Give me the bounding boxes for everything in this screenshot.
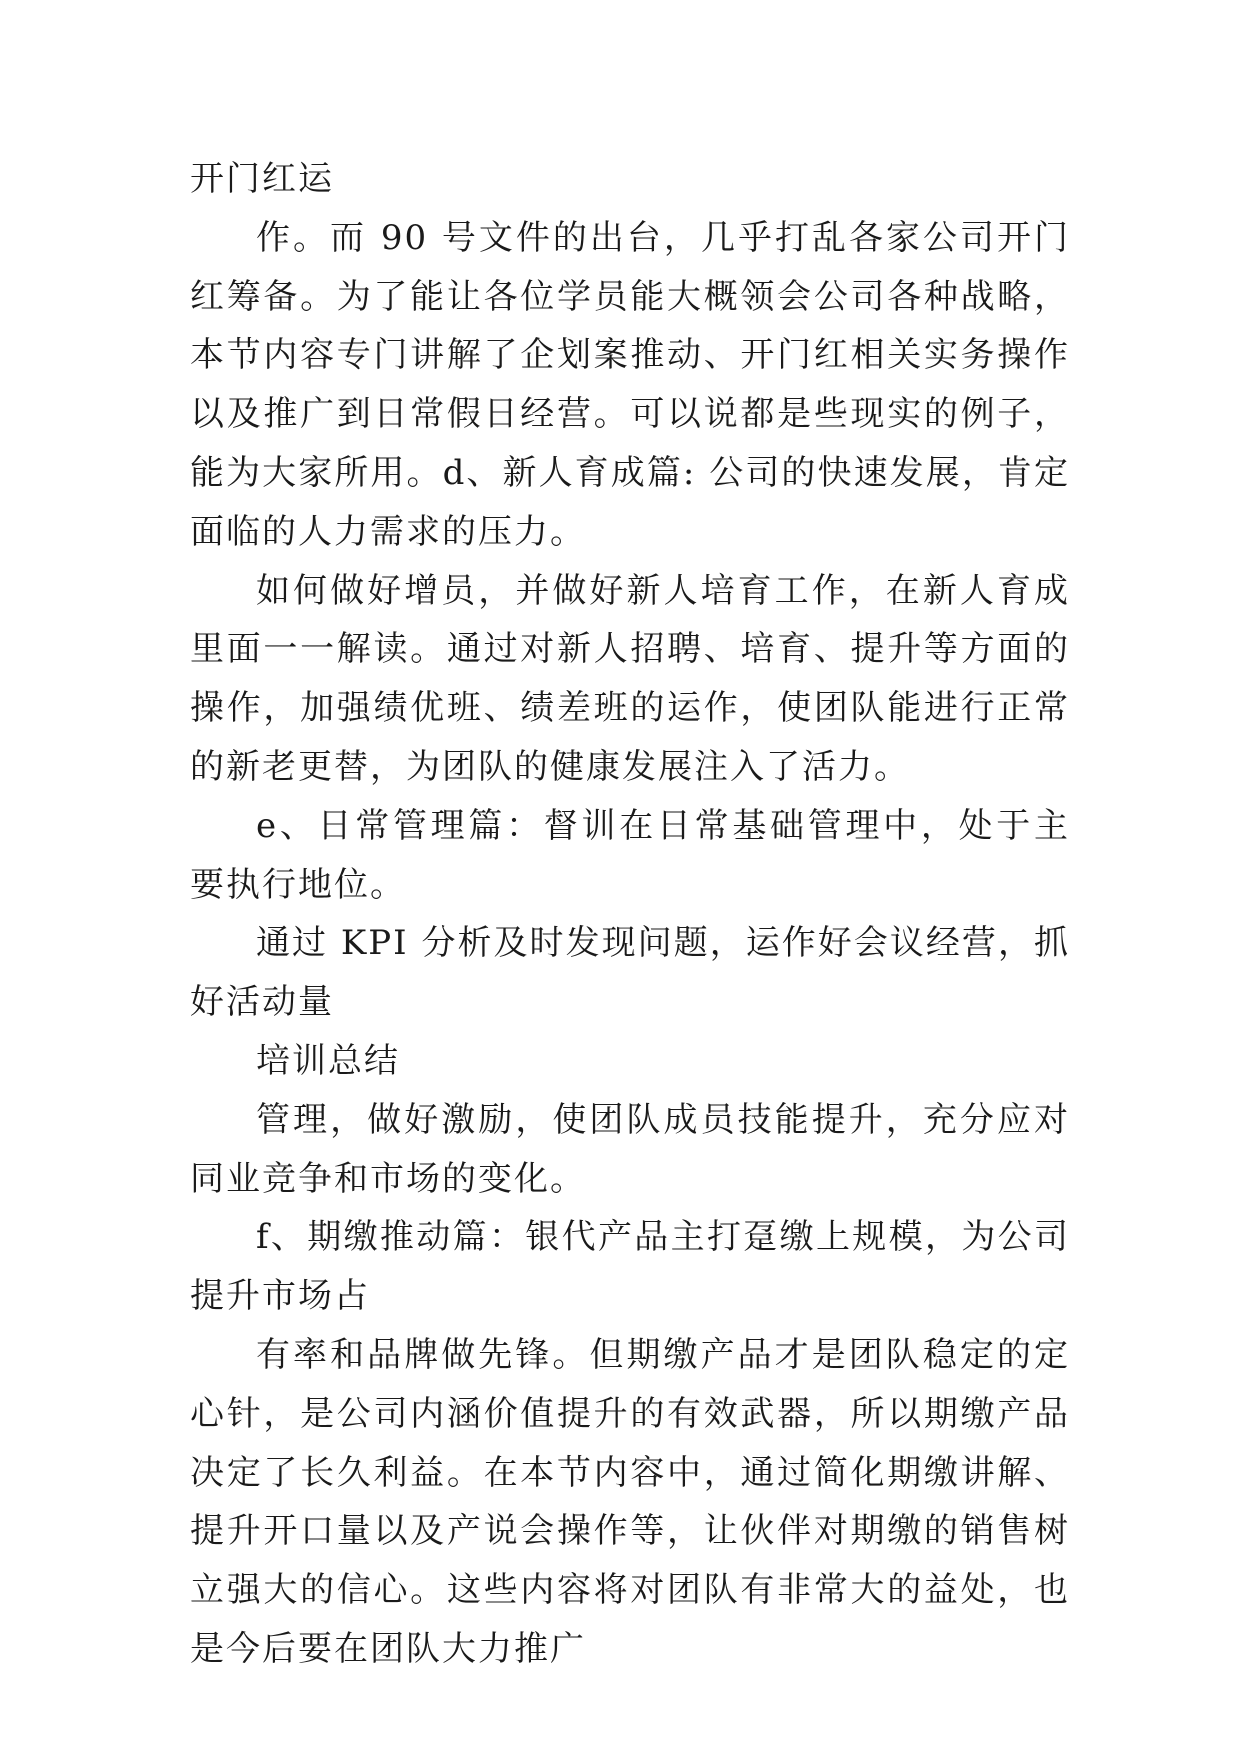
paragraph-5: 通过 KPI 分析及时发现问题，运作好会议经营，抓好活动量: [190, 923, 1070, 1023]
paragraph-8: f、期缴推动篇：银代产品主打趸缴上规模，为公司提升市场占: [190, 1217, 1070, 1317]
paragraph-9: 有率和品牌做先锋。但期缴产品才是团队稳定的定心针，是公司内涵价值提升的有效武器，所以期缴产品决定了长久利益。在本节内容中，通过简化期缴讲解、提升开口量以及产说会操作等，让伙伴对期缴的销售树立强大的信心。这些内容将对团队有非常大的益处，也是今后要在团队大力推广: [190, 1334, 1070, 1669]
paragraph-1: 开门红运: [190, 159, 334, 199]
paragraph-6: 培训总结: [256, 1040, 400, 1081]
paragraph-2: 作。而 90 号文件的出台，几乎打乱各家公司开门红筹备。为了能让各位学员能大概领会公司各种战略，本节内容专门讲解了企划案推动、开门红相关实务操作以及推广到日常假日经营。可以说都是些现实的例子，能为大家所用。d、新人育成篇: 公司的快速发展，肯定面临的人力需求的压力。: [190, 217, 1070, 552]
paragraph-4: e、日常管理篇：督训在日常基础管理中，处于主要执行地位。: [190, 805, 1070, 905]
document-body: [190, 150, 1070, 1679]
paragraph-7: 管理，做好激励，使团队成员技能提升，充分应对同业竞争和市场的变化。: [190, 1099, 1070, 1199]
paragraph-3: 如何做好增员，并做好新人培育工作，在新人育成里面一一解读。通过对新人招聘、培育、提升等方面的操作，加强绩优班、绩差班的运作，使团队能进行正常的新老更替，为团队的健康发展注入了活力。: [190, 570, 1070, 787]
